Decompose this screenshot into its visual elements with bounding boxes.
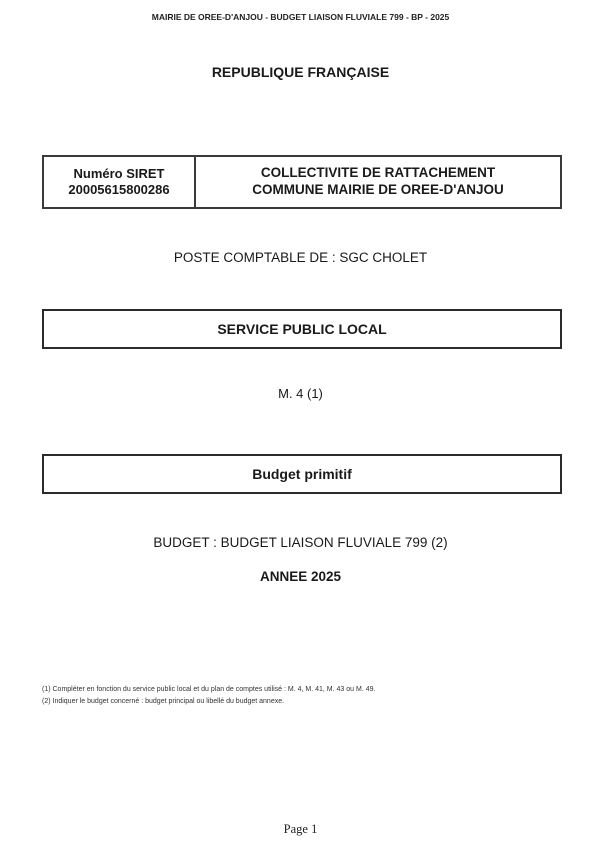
siret-value: 20005615800286 — [68, 182, 170, 197]
service-public-label: SERVICE PUBLIC LOCAL — [217, 321, 387, 337]
siret-label: Numéro SIRET — [73, 165, 165, 181]
poste-comptable-line: POSTE COMPTABLE DE : SGC CHOLET — [173, 250, 428, 265]
service-public-box — [42, 309, 562, 349]
siret-collectivite-table — [42, 155, 562, 209]
collectivite-name: COMMUNE MAIRIE DE OREE-D'ANJOU — [252, 182, 504, 197]
year-line: ANNEE 2025 — [259, 569, 342, 584]
document-header: MAIRIE DE OREE-D'ANJOU - BUDGET LIAISON FLUVIALE 799 - BP - 2025 — [151, 12, 450, 22]
budget-type-label: Budget primitif — [252, 466, 352, 482]
collectivite-cell — [196, 157, 560, 207]
footnote-1: (1) Compléter en fonction du service public local et du plan de comptes utilisé : M. 4, M. 41, M. 43 ou M. 49. — [42, 686, 376, 693]
republic-title: REPUBLIQUE FRANÇAISE — [211, 64, 390, 80]
page-number: Page 1 — [283, 822, 318, 836]
footnotes — [42, 684, 375, 708]
accounting-norm: M. 4 (1) — [278, 386, 323, 401]
budget-type-box — [42, 454, 562, 494]
collectivite-title: COLLECTIVITE DE RATTACHEMENT — [260, 165, 496, 181]
siret-cell — [44, 157, 196, 207]
budget-name-line: BUDGET : BUDGET LIAISON FLUVIALE 799 (2) — [153, 535, 448, 550]
footnote-2: (2) Indiquer le budget concerné : budget principal ou libellé du budget annexe. — [42, 697, 285, 705]
